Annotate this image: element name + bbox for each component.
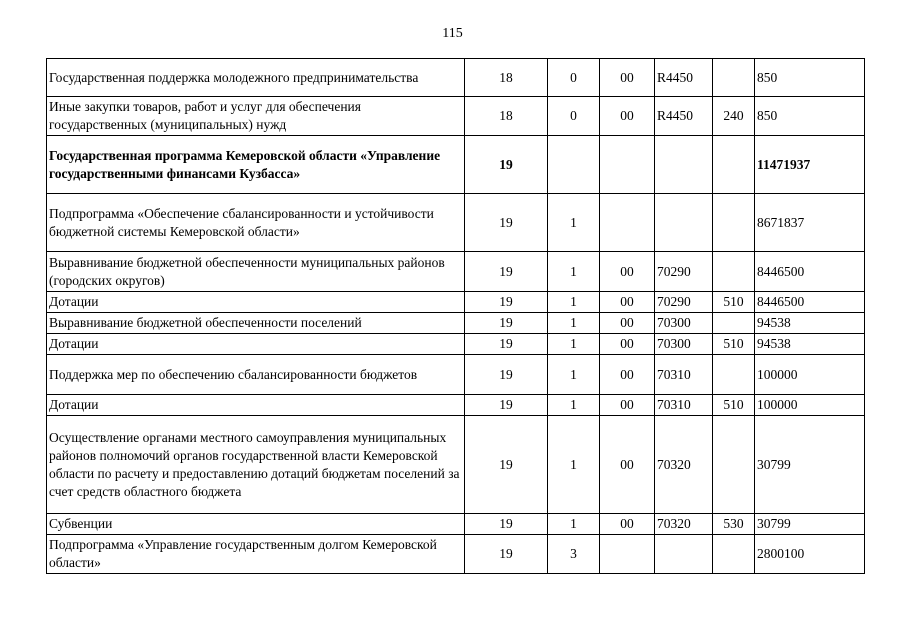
- row-name: Выравнивание бюджетной обеспеченности поселений: [47, 313, 465, 334]
- target-code: [655, 194, 713, 252]
- amount: 100000: [755, 355, 865, 395]
- expense-type-code: [713, 535, 755, 574]
- amount: 30799: [755, 514, 865, 535]
- amount: 8446500: [755, 252, 865, 292]
- row-name: Дотации: [47, 292, 465, 313]
- subprogram-code: 3: [548, 535, 600, 574]
- amount: 8671837: [755, 194, 865, 252]
- table-row: [47, 334, 865, 355]
- amount: 850: [755, 97, 865, 136]
- program-code: 19: [465, 292, 548, 313]
- expense-type-code: [713, 313, 755, 334]
- table-row: [47, 59, 865, 97]
- subprogram-code: [548, 136, 600, 194]
- expense-type-code: 240: [713, 97, 755, 136]
- expense-type-code: [713, 59, 755, 97]
- amount: 11471937: [755, 136, 865, 194]
- amount: 30799: [755, 416, 865, 514]
- direction-code: 00: [600, 97, 655, 136]
- expense-type-code: [713, 416, 755, 514]
- direction-code: 00: [600, 416, 655, 514]
- table-row: [47, 313, 865, 334]
- direction-code: 00: [600, 355, 655, 395]
- target-code: [655, 535, 713, 574]
- program-code: 19: [465, 334, 548, 355]
- program-code: 19: [465, 514, 548, 535]
- table-row: [47, 535, 865, 574]
- program-code: 18: [465, 59, 548, 97]
- amount: 850: [755, 59, 865, 97]
- table-row: [47, 252, 865, 292]
- table-row: [47, 514, 865, 535]
- expense-type-code: [713, 355, 755, 395]
- amount: 2800100: [755, 535, 865, 574]
- subprogram-code: 1: [548, 416, 600, 514]
- expense-type-code: [713, 194, 755, 252]
- expense-type-code: 510: [713, 395, 755, 416]
- row-name: Выравнивание бюджетной обеспеченности муниципальных районов (городских округов): [47, 252, 465, 292]
- target-code: 70300: [655, 313, 713, 334]
- program-code: 19: [465, 535, 548, 574]
- subprogram-code: 1: [548, 355, 600, 395]
- program-code: 18: [465, 97, 548, 136]
- program-code: 19: [465, 252, 548, 292]
- table-row: [47, 292, 865, 313]
- expense-type-code: 510: [713, 292, 755, 313]
- direction-code: 00: [600, 514, 655, 535]
- row-name: Поддержка мер по обеспечению сбалансированности бюджетов: [47, 355, 465, 395]
- target-code: 70320: [655, 514, 713, 535]
- subprogram-code: 1: [548, 292, 600, 313]
- amount: 94538: [755, 334, 865, 355]
- direction-code: 00: [600, 334, 655, 355]
- target-code: 70310: [655, 395, 713, 416]
- target-code: R4450: [655, 97, 713, 136]
- row-name: Осуществление органами местного самоуправления муниципальных районов полномочий органов государственной власти Кемеровской области по расчету и предоставлению дотаций бюджетам поселений за счет средств областного бюджета: [47, 416, 465, 514]
- table-row: [47, 136, 865, 194]
- expense-type-code: 510: [713, 334, 755, 355]
- target-code: 70320: [655, 416, 713, 514]
- direction-code: [600, 194, 655, 252]
- row-name: Дотации: [47, 334, 465, 355]
- row-name: Государственная программа Кемеровской области «Управление государственными финансами Кузбасса»: [47, 136, 465, 194]
- direction-code: [600, 535, 655, 574]
- direction-code: 00: [600, 59, 655, 97]
- table-row: [47, 355, 865, 395]
- table-row: [47, 194, 865, 252]
- amount: 94538: [755, 313, 865, 334]
- budget-table: [46, 58, 865, 574]
- row-name: Подпрограмма «Обеспечение сбалансированности и устойчивости бюджетной системы Кемеровской области»: [47, 194, 465, 252]
- table-row: [47, 395, 865, 416]
- program-code: 19: [465, 136, 548, 194]
- direction-code: 00: [600, 395, 655, 416]
- subprogram-code: 0: [548, 59, 600, 97]
- program-code: 19: [465, 416, 548, 514]
- amount: 8446500: [755, 292, 865, 313]
- row-name: Иные закупки товаров, работ и услуг для обеспечения государственных (муниципальных) нужд: [47, 97, 465, 136]
- subprogram-code: 1: [548, 194, 600, 252]
- subprogram-code: 1: [548, 334, 600, 355]
- direction-code: 00: [600, 313, 655, 334]
- direction-code: [600, 136, 655, 194]
- subprogram-code: 1: [548, 395, 600, 416]
- program-code: 19: [465, 395, 548, 416]
- row-name: Подпрограмма «Управление государственным долгом Кемеровской области»: [47, 535, 465, 574]
- expense-type-code: [713, 252, 755, 292]
- direction-code: 00: [600, 252, 655, 292]
- subprogram-code: 1: [548, 252, 600, 292]
- row-name: Государственная поддержка молодежного предпринимательства: [47, 59, 465, 97]
- subprogram-code: 0: [548, 97, 600, 136]
- target-code: [655, 136, 713, 194]
- subprogram-code: 1: [548, 313, 600, 334]
- row-name: Дотации: [47, 395, 465, 416]
- direction-code: 00: [600, 292, 655, 313]
- program-code: 19: [465, 355, 548, 395]
- target-code: 70300: [655, 334, 713, 355]
- target-code: 70290: [655, 292, 713, 313]
- target-code: 70310: [655, 355, 713, 395]
- program-code: 19: [465, 194, 548, 252]
- amount: 100000: [755, 395, 865, 416]
- target-code: R4450: [655, 59, 713, 97]
- table-row: [47, 97, 865, 136]
- table-row: [47, 416, 865, 514]
- program-code: 19: [465, 313, 548, 334]
- page-number: 115: [442, 26, 463, 41]
- row-name: Субвенции: [47, 514, 465, 535]
- table-body: [47, 59, 865, 574]
- subprogram-code: 1: [548, 514, 600, 535]
- target-code: 70290: [655, 252, 713, 292]
- expense-type-code: 530: [713, 514, 755, 535]
- expense-type-code: [713, 136, 755, 194]
